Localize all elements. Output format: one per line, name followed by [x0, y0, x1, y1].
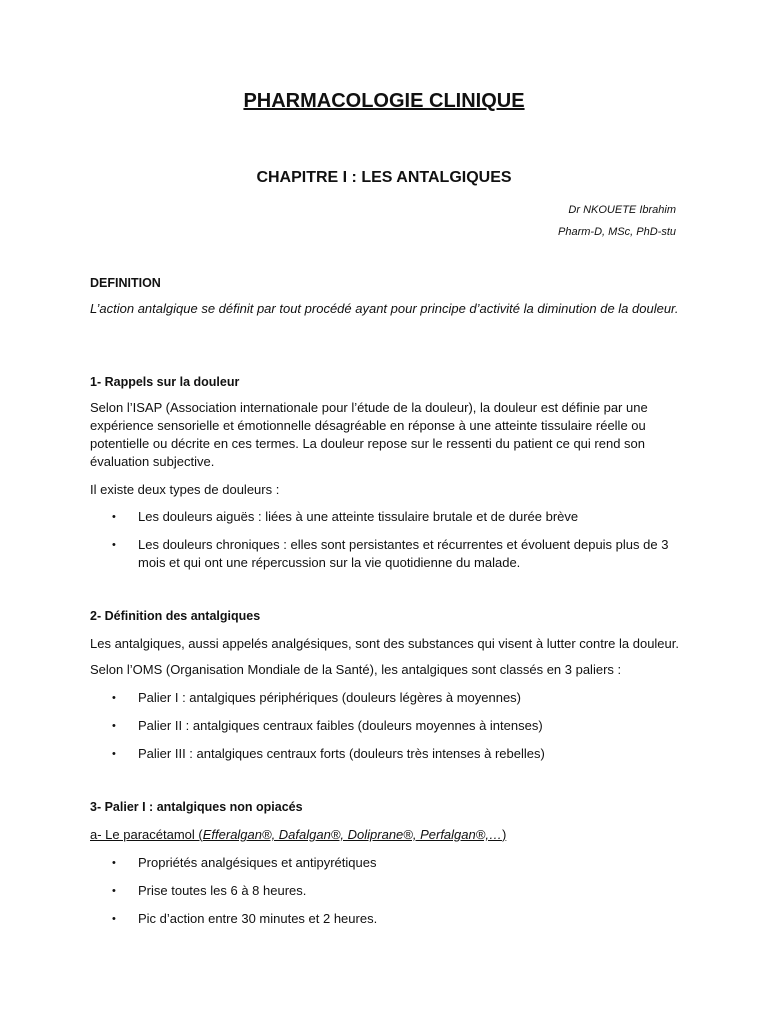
bullet-icon: •	[112, 539, 116, 551]
list-item-text: Pic d’action entre 30 minutes et 2 heures.	[138, 911, 378, 926]
bullet-icon: •	[112, 692, 116, 704]
bullet-icon: •	[112, 720, 116, 732]
bullet-icon: •	[112, 885, 116, 897]
bullet-icon: •	[112, 748, 116, 760]
section-1-paragraph: Selon l’ISAP (Association internationale pour l’étude de la douleur), la douleur est définie par une expérience sensorielle et émotionnelle désagréable en réponse à une atteinte tissulaire réelle ou potentielle ou décrite en ces termes. La douleur repose sur le ressenti du patient ce qui rend son évaluation subjective.	[90, 400, 648, 469]
section-1-intro: Il existe deux types de douleurs :	[90, 482, 280, 497]
section-2-heading: 2- Définition des antalgiques	[90, 609, 261, 623]
list-item-text: Les douleurs chroniques : elles sont persistantes et récurrentes et évoluent depuis plus de 3 mois et qui ont une répercussion sur la vie quotidienne du malade.	[138, 537, 669, 570]
definition-heading: DEFINITION	[90, 276, 161, 290]
author-degrees: Pharm-D, MSc, PhD-stu	[558, 226, 676, 238]
chapter-title: CHAPITRE I : LES ANTALGIQUES	[256, 169, 512, 186]
list-item	[90, 882, 680, 900]
subheading-suffix: )	[501, 827, 507, 842]
list-item-text: Les douleurs aiguës : liées à une atteinte tissulaire brutale et de durée brève	[138, 509, 579, 524]
pain-types-list	[90, 508, 680, 582]
bullet-icon: •	[112, 857, 116, 869]
list-item	[90, 910, 680, 928]
author-name: Dr NKOUETE Ibrahim	[568, 204, 676, 216]
bullet-icon: •	[112, 913, 116, 925]
brand-names: Efferalgan®, Dafalgan®, Doliprane®, Perfalgan®,…	[202, 827, 502, 842]
section-1-heading: 1- Rappels sur la douleur	[90, 375, 240, 389]
list-item	[90, 689, 680, 707]
page-title: PHARMACOLOGIE CLINIQUE	[243, 90, 525, 112]
section-2-intro: Selon l’OMS (Organisation Mondiale de la Santé), les antalgiques sont classés en 3 paliers :	[90, 662, 622, 677]
definition-text: L’action antalgique se définit par tout procédé ayant pour principe d’activité la diminution de la douleur.	[90, 301, 679, 316]
subheading-prefix: a- Le paracétamol (	[90, 827, 203, 842]
list-item	[90, 508, 680, 526]
list-item	[90, 745, 680, 763]
paracetamol-list	[90, 854, 680, 938]
list-item-text: Palier I : antalgiques périphériques (douleurs légères à moyennes)	[138, 690, 521, 705]
list-item	[90, 717, 680, 735]
list-item-text: Propriétés analgésiques et antipyrétiques	[138, 855, 377, 870]
list-item-text: Palier III : antalgiques centraux forts (douleurs très intenses à rebelles)	[138, 746, 545, 761]
section-2-paragraph: Les antalgiques, aussi appelés analgésiques, sont des substances qui visent à lutter contre la douleur.	[90, 636, 679, 651]
who-levels-list	[90, 689, 680, 773]
bullet-icon: •	[112, 511, 116, 523]
list-item-text: Palier II : antalgiques centraux faibles (douleurs moyennes à intenses)	[138, 718, 543, 733]
paracetamol-subheading	[90, 826, 680, 844]
list-item	[90, 854, 680, 872]
section-3-heading: 3- Palier I : antalgiques non opiacés	[90, 800, 303, 814]
list-item	[90, 536, 680, 572]
list-item-text: Prise toutes les 6 à 8 heures.	[138, 883, 307, 898]
